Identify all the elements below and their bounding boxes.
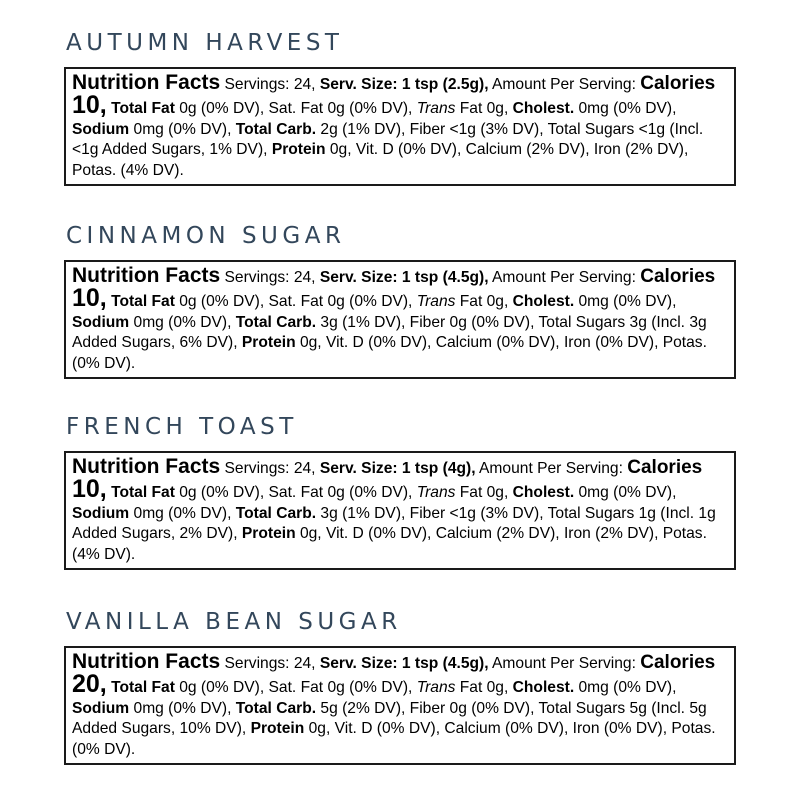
flavor-heading: FRENCH TOAST [66, 414, 298, 440]
total-carb-value: 2g (1% DV), Fiber <1g (3% DV), Total Sugars <1g (Incl. <1g Added Sugars, 1% DV), [72, 120, 704, 159]
trans-fat-value: Fat 0g, [455, 293, 513, 311]
serving-size: Serv. Size: 1 tsp (4.5g), [319, 655, 489, 672]
cholesterol-label: Cholest. [512, 293, 575, 311]
nutrition-facts-title: Nutrition Facts [72, 71, 221, 94]
protein-value: 0g, Vit. D (0% DV), Calcium (0% DV), Iron (0% DV), Potas. (0% DV). [72, 720, 716, 758]
section-autumn-harvest [64, 28, 736, 186]
sodium-value: 0mg (0% DV), [129, 699, 236, 717]
total-fat-label: Total Fat [106, 293, 175, 311]
protein-value: 0g, Vit. D (0% DV), Calcium (2% DV), Iron (2% DV), Potas. (4% DV). [72, 525, 707, 563]
sodium-value: 0mg (0% DV), [129, 313, 236, 331]
total-carb-value: 5g (2% DV), Fiber 0g (0% DV), Total Sugars 5g (Incl. 5g Added Sugars, 10% DV), [72, 699, 707, 738]
protein-label: Protein [241, 525, 296, 543]
sodium-label: Sodium [72, 120, 130, 138]
total-fat-value: 0g (0% DV), Sat. Fat 0g (0% DV), [174, 484, 417, 502]
calories-label: Calories [627, 457, 703, 478]
sodium-label: Sodium [72, 504, 130, 522]
cholesterol-label: Cholest. [512, 679, 575, 697]
amount-per-serving: Amount Per Serving: [488, 269, 641, 286]
total-fat-label: Total Fat [106, 679, 175, 697]
calories-value: 20, [72, 670, 107, 699]
servings-text: Servings: 24, [220, 655, 320, 672]
calories-value: 10, [72, 91, 107, 120]
amount-per-serving: Amount Per Serving: [488, 655, 641, 672]
amount-per-serving: Amount Per Serving: [488, 76, 641, 93]
calories-label: Calories [640, 652, 716, 673]
total-carb-value: 3g (1% DV), Fiber <1g (3% DV), Total Sugars 1g (Incl. 1g Added Sugars, 2% DV), [72, 504, 716, 543]
trans-label: Trans [416, 100, 456, 118]
trans-fat-value: Fat 0g, [455, 484, 513, 502]
amount-per-serving: Amount Per Serving: [475, 460, 628, 477]
total-carb-label: Total Carb. [235, 504, 317, 522]
total-carb-label: Total Carb. [235, 699, 317, 717]
trans-label: Trans [416, 679, 456, 697]
protein-label: Protein [250, 720, 305, 738]
sodium-label: Sodium [72, 313, 130, 331]
cholesterol-value: 0mg (0% DV), [574, 679, 677, 697]
nutrition-facts-title: Nutrition Facts [72, 455, 221, 478]
nutrition-facts-title: Nutrition Facts [72, 264, 221, 287]
trans-label: Trans [416, 293, 456, 311]
protein-value: 0g, Vit. D (0% DV), Calcium (0% DV), Iron (0% DV), Potas. (0% DV). [72, 334, 707, 372]
servings-text: Servings: 24, [220, 269, 320, 286]
servings-text: Servings: 24, [220, 460, 320, 477]
total-fat-label: Total Fat [106, 484, 175, 502]
total-fat-value: 0g (0% DV), Sat. Fat 0g (0% DV), [174, 679, 417, 697]
nutrition-label [64, 451, 736, 570]
total-carb-value: 3g (1% DV), Fiber 0g (0% DV), Total Sugars 3g (Incl. 3g Added Sugars, 6% DV), [72, 313, 707, 352]
serving-size: Serv. Size: 1 tsp (2.5g), [319, 76, 489, 93]
section-cinnamon-sugar [64, 221, 736, 379]
calories-value: 10, [72, 475, 107, 504]
total-carb-label: Total Carb. [235, 120, 317, 138]
calories-value: 10, [72, 284, 107, 313]
nutrition-facts-title: Nutrition Facts [72, 650, 221, 673]
calories-label: Calories [640, 73, 716, 94]
trans-label: Trans [416, 484, 456, 502]
nutrition-label [64, 260, 736, 379]
serving-size: Serv. Size: 1 tsp (4g), [319, 460, 476, 477]
nutrition-label [64, 67, 736, 186]
protein-value: 0g, Vit. D (0% DV), Calcium (2% DV), Iron (2% DV), Potas. (4% DV). [72, 141, 689, 179]
total-fat-value: 0g (0% DV), Sat. Fat 0g (0% DV), [174, 100, 417, 118]
nutrition-label [64, 646, 736, 765]
total-fat-value: 0g (0% DV), Sat. Fat 0g (0% DV), [174, 293, 417, 311]
flavor-heading: VANILLA BEAN SUGAR [66, 609, 402, 635]
sodium-value: 0mg (0% DV), [129, 504, 236, 522]
calories-label: Calories [640, 266, 716, 287]
total-fat-label: Total Fat [106, 100, 175, 118]
protein-label: Protein [271, 141, 326, 159]
flavor-heading: AUTUMN HARVEST [66, 30, 344, 56]
sodium-label: Sodium [72, 699, 130, 717]
sodium-value: 0mg (0% DV), [129, 120, 236, 138]
serving-size: Serv. Size: 1 tsp (4.5g), [319, 269, 489, 286]
section-vanilla-bean-sugar [64, 607, 736, 765]
section-french-toast [64, 412, 736, 570]
trans-fat-value: Fat 0g, [455, 679, 513, 697]
cholesterol-value: 0mg (0% DV), [574, 484, 677, 502]
cholesterol-label: Cholest. [512, 100, 575, 118]
total-carb-label: Total Carb. [235, 313, 317, 331]
servings-text: Servings: 24, [220, 76, 320, 93]
protein-label: Protein [241, 334, 296, 352]
cholesterol-label: Cholest. [512, 484, 575, 502]
cholesterol-value: 0mg (0% DV), [574, 293, 677, 311]
cholesterol-value: 0mg (0% DV), [574, 100, 677, 118]
flavor-heading: CINNAMON SUGAR [66, 223, 346, 249]
trans-fat-value: Fat 0g, [455, 100, 513, 118]
